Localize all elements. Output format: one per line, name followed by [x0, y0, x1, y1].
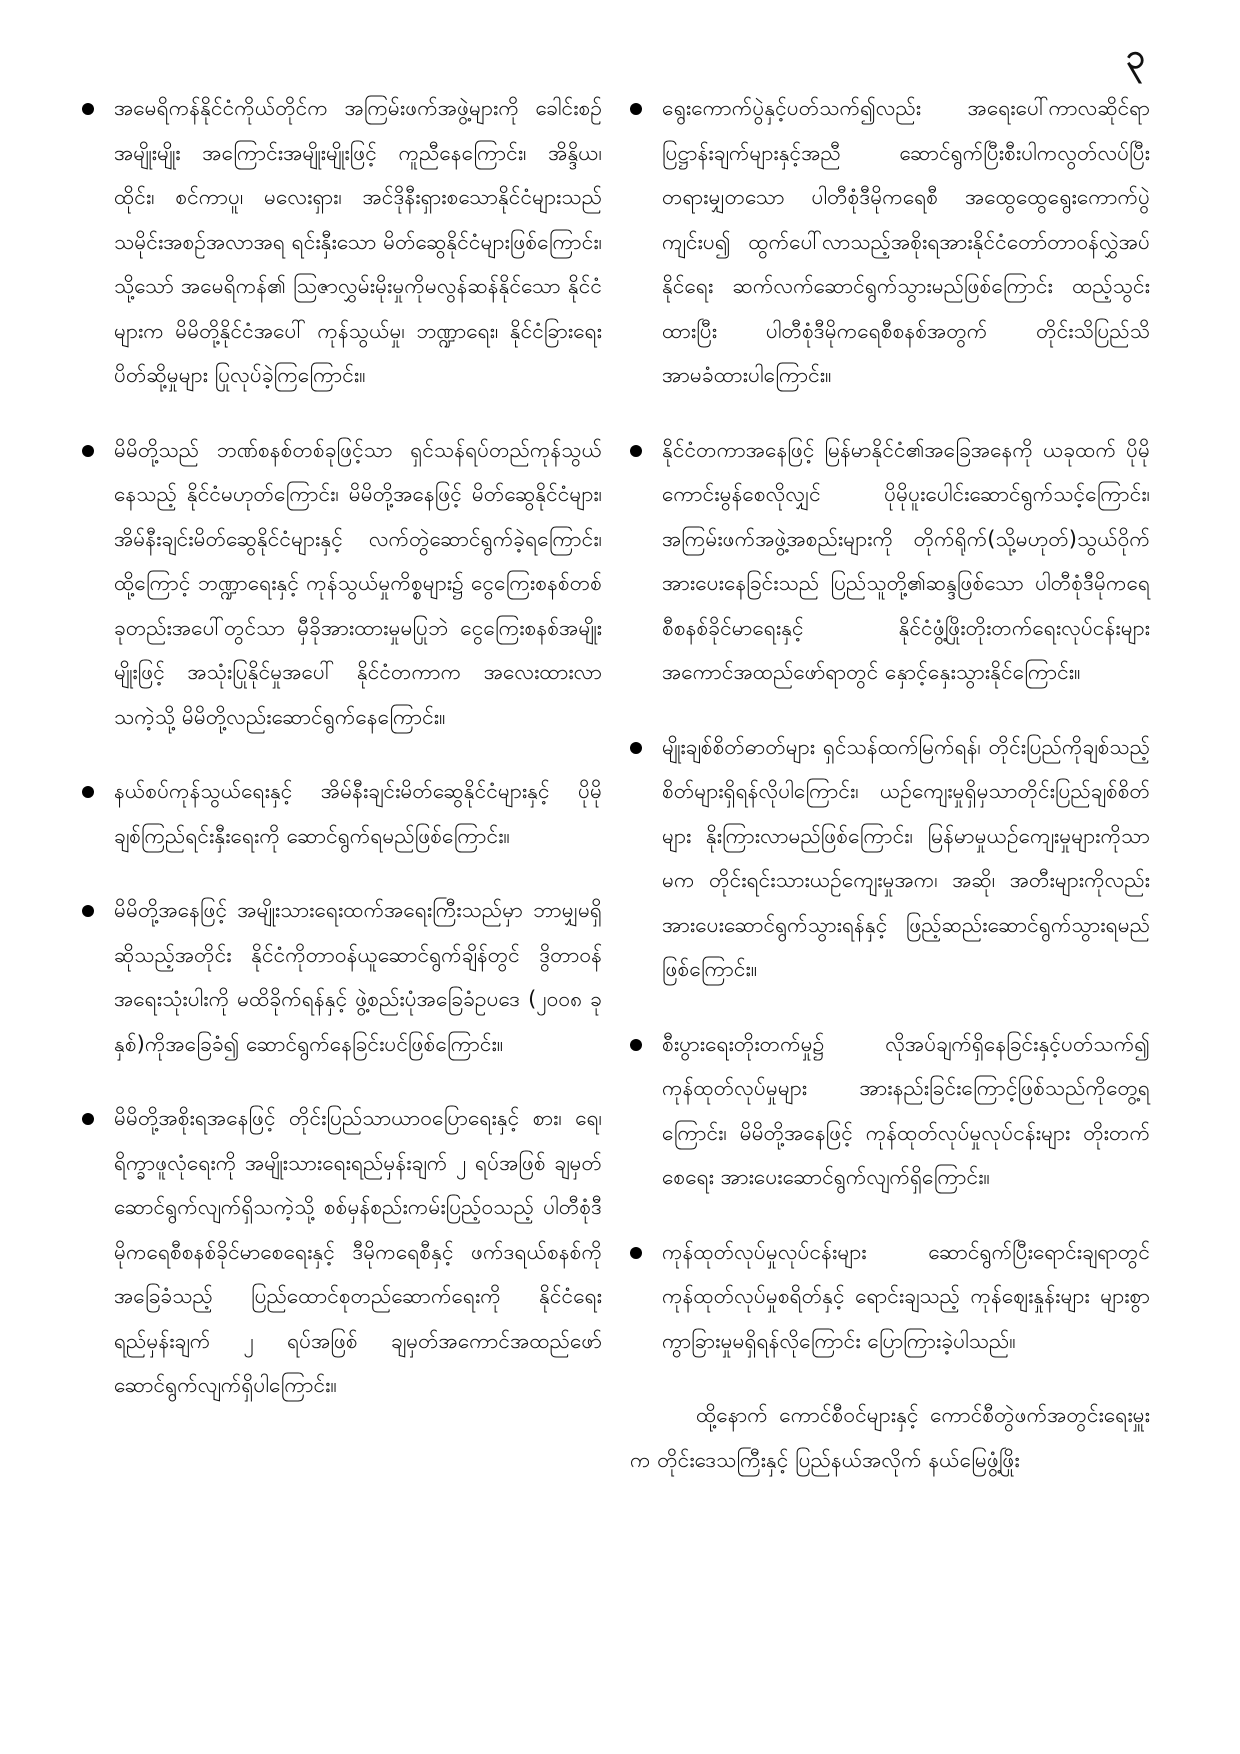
list-item: [82, 769, 602, 858]
list-item: [82, 86, 602, 398]
bullet-text: အမေရိကန်နိုင်ငံကိုယ်တိုင်က အကြမ်းဖက်အဖွဲ့များကို ခေါင်းစဉ်အမျိုးမျိုး အကြောင်းအမျိုးမျိုးဖြင့် ကူညီနေကြောင်း၊ အိန္ဒိယ၊ ထိုင်း၊ စင်ကာပူ၊ မလေးရှား၊ အင်ဒိုနီးရှားစသောနိုင်ငံများသည် သမိုင်းအစဉ်အလာအရ ရင်းနှီးသော မိတ်ဆွေနိုင်ငံများဖြစ်ကြောင်း၊ သို့သော် အမေရိကန်၏ ဩဇာလွှမ်းမိုးမှုကိုမလွန်ဆန်နိုင်သော နိုင်ငံများက မိမိတို့နိုင်ငံအပေါ် ကုန်သွယ်မှု၊ ဘဏ္ဍာရေး၊ နိုင်ငံခြားရေး ပိတ်ဆို့မှုများ ပြုလုပ်ခဲ့ကြကြောင်း။: [114, 96, 602, 387]
bullet-icon: [630, 1039, 642, 1051]
bullet-icon: [630, 742, 642, 754]
list-item: [82, 428, 602, 740]
list-item: [630, 1230, 1150, 1364]
bullet-text: နယ်စပ်ကုန်သွယ်ရေးနှင့် အိမ်နီးချင်းမိတ်ဆွေနိုင်ငံများနှင့် ပိုမိုချစ်ကြည်ရင်းနှီးရေးကို ဆောင်ရွက်ရမည်ဖြစ်ကြောင်း။: [114, 779, 602, 848]
list-item: [82, 1096, 602, 1408]
bullet-text: မျိုးချစ်စိတ်ဓာတ်များ ရှင်သန်ထက်မြက်ရန်၊ တိုင်းပြည်ကိုချစ်သည့် စိတ်များရှိရန်လိုပါကြောင်း၊ ယဉ်ကျေးမှုရှိမှသာတိုင်းပြည်ချစ်စိတ်များ နိုးကြားလာမည်ဖြစ်ကြောင်း၊ မြန်မာမှုယဉ်ကျေးမှုများကိုသာမက တိုင်းရင်းသားယဉ်ကျေးမှုအက၊ အဆို၊ အတီးများကိုလည်း အားပေးဆောင်ရွက်သွားရန်နှင့် ဖြည့်ဆည်းဆောင်ရွက်သွားရမည်ဖြစ်ကြောင်း။: [662, 734, 1150, 981]
paragraph-text: ထို့နောက် ကောင်စီဝင်များနှင့် ကောင်စီတွဲဖက်အတွင်းရေးမှူးက တိုင်းဒေသကြီးနှင့် ပြည်နယ်အလိုက် နယ်မြေဖွံ့ဖြိုး: [630, 1403, 1150, 1472]
list-item: [630, 428, 1150, 695]
bullet-icon: [82, 905, 94, 917]
bullet-icon: [82, 103, 94, 115]
closing-paragraph: [630, 1393, 1150, 1482]
bullet-icon: [82, 1113, 94, 1125]
bullet-text: ရွေးကောက်ပွဲနှင့်ပတ်သက်၍လည်း အရေးပေါ်ကာလဆိုင်ရာပြဋ္ဌာန်းချက်များနှင့်အညီ ဆောင်ရွက်ပြီးစီးပါကလွတ်လပ်ပြီး တရားမျှတသော ပါတီစုံဒီမိုကရေစီ အထွေထွေရွေးကောက်ပွဲကျင်းပ၍ ထွက်ပေါ်လာသည့်အစိုးရအားနိုင်ငံတော်တာဝန်လွှဲအပ်နိုင်ရေး ဆက်လက်ဆောင်ရွက်သွားမည်ဖြစ်ကြောင်း ထည့်သွင်းထားပြီး ပါတီစုံဒီမိုကရေစီစနစ်အတွက် တိုင်းသိပြည်သိ အာမခံထားပါကြောင်း။: [662, 96, 1150, 387]
bullet-icon: [630, 1247, 642, 1259]
bullet-icon: [82, 445, 94, 457]
list-item: [630, 86, 1150, 398]
list-item: [630, 725, 1150, 992]
bullet-text: မိမိတို့အစိုးရအနေဖြင့် တိုင်းပြည်သာယာဝပြောရေးနှင့် စား၊ ရေ၊ ရိက္ခာဖူလုံရေးကို အမျိုးသားရေးရည်မှန်းချက် ၂ ရပ်အဖြစ် ချမှတ်ဆောင်ရွက်လျက်ရှိသကဲ့သို့ စစ်မှန်စည်းကမ်းပြည့်ဝသည့် ပါတီစုံဒီမိုကရေစီစနစ်ခိုင်မာစေရေးနှင့် ဒီမိုကရေစီနှင့် ဖက်ဒရယ်စနစ်ကိုအခြေခံသည့် ပြည်ထောင်စုတည်ဆောက်ရေးကို နိုင်ငံရေးရည်မှန်းချက် ၂ ရပ်အဖြစ် ချမှတ်အကောင်အထည်ဖော် ဆောင်ရွက်လျက်ရှိပါကြောင်း။: [114, 1106, 602, 1397]
page-number: ၃: [1125, 37, 1145, 77]
list-item: [82, 888, 602, 1066]
list-item: [630, 1022, 1150, 1200]
bullet-icon: [630, 445, 642, 457]
right-column: [630, 86, 1150, 1482]
bullet-icon: [630, 103, 642, 115]
bullet-text: နိုင်ငံတကာအနေဖြင့် မြန်မာနိုင်ငံ၏အခြေအနေကို ယခုထက် ပိုမိုကောင်းမွန်စေလိုလျှင် ပိုမိုပူးပေါင်းဆောင်ရွက်သင့်ကြောင်း၊ အကြမ်းဖက်အဖွဲ့အစည်းများကို တိုက်ရိုက်(သို့မဟုတ်)သွယ်ဝိုက်အားပေးနေခြင်းသည် ပြည်သူတို့၏ဆန္ဒဖြစ်သော ပါတီစုံဒီမိုကရေစီစနစ်ခိုင်မာရေးနှင့် နိုင်ငံဖွံ့ဖြိုးတိုးတက်ရေးလုပ်ငန်းများ အကောင်အထည်ဖော်ရာတွင် နှောင့်နှေးသွားနိုင်ကြောင်း။: [662, 437, 1150, 684]
bullet-text: စီးပွားရေးတိုးတက်မှု၌ လိုအပ်ချက်ရှိနေခြင်းနှင့်ပတ်သက်၍ ကုန်ထုတ်လုပ်မှုများ အားနည်းခြင်းကြောင့်ဖြစ်သည်ကိုတွေ့ရကြောင်း၊ မိမိတို့အနေဖြင့် ကုန်ထုတ်လုပ်မှုလုပ်ငန်းများ တိုးတက်စေရေး အားပေးဆောင်ရွက်လျက်ရှိကြောင်း။: [662, 1031, 1150, 1189]
bullet-text: မိမိတို့အနေဖြင့် အမျိုးသားရေးထက်အရေးကြီးသည်မှာ ဘာမျှမရှိဆိုသည့်အတိုင်း နိုင်ငံကိုတာဝန်ယူဆောင်ရွက်ချိန်တွင် ဒွိတာဝန်အရေးသုံးပါးကို မထိခိုက်ရန်နှင့် ဖွဲ့စည်းပုံအခြေခံဥပဒေ (၂၀၀၈ ခုနှစ်)ကိုအခြေခံ၍ ဆောင်ရွက်နေခြင်းပင်ဖြစ်ကြောင်း။: [114, 898, 602, 1056]
bullet-text: မိမိတို့သည် ဘဏ်စနစ်တစ်ခုဖြင့်သာ ရှင်သန်ရပ်တည်ကုန်သွယ်နေသည့် နိုင်ငံမဟုတ်ကြောင်း၊ မိမိတို့အနေဖြင့် မိတ်ဆွေနိုင်ငံများ၊ အိမ်နီးချင်းမိတ်ဆွေနိုင်ငံများနှင့် လက်တွဲဆောင်ရွက်ခဲ့ရကြောင်း၊ ထို့ကြောင့် ဘဏ္ဍာရေးနှင့် ကုန်သွယ်မှုကိစ္စများ၌ ငွေကြေးစနစ်တစ်ခုတည်းအပေါ်တွင်သာ မှီခိုအားထားမှုမပြုဘဲ ငွေကြေးစနစ်အမျိုးမျိုးဖြင့် အသုံးပြုနိုင်မှုအပေါ် နိုင်ငံတကာက အလေးထားလာသကဲ့သို့ မိမိတို့လည်းဆောင်ရွက်နေကြောင်း။: [114, 437, 602, 729]
bullet-icon: [82, 786, 94, 798]
bullet-text: ကုန်ထုတ်လုပ်မှုလုပ်ငန်းများ ဆောင်ရွက်ပြီးရောင်းချရာတွင် ကုန်ထုတ်လုပ်မှုစရိတ်နှင့် ရောင်းချသည့် ကုန်ဈေးနှုန်းများ များစွာကွာခြားမှုမရှိရန်လိုကြောင်း ပြောကြားခဲ့ပါသည်။: [662, 1239, 1150, 1353]
left-column: [82, 86, 602, 1438]
